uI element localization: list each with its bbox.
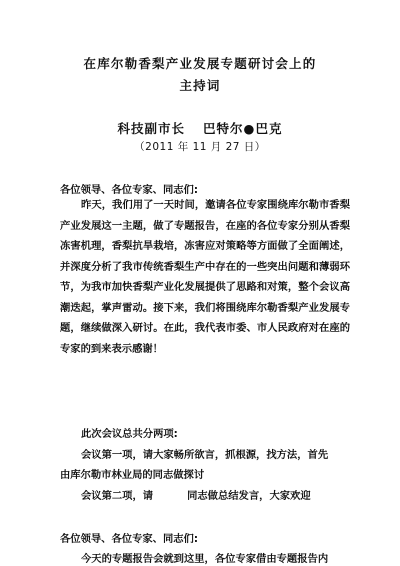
agenda-intro: 此次会议总共分两项: [81, 428, 178, 440]
document-title-line-1: 在库尔勒香梨产业发展专题研讨会上的 [83, 56, 317, 71]
speaker-byline [0, 119, 400, 137]
speaker-role: 科技副市长 [117, 121, 186, 136]
agenda-item-2-suffix: 同志做总结发言，大家欢迎 [187, 490, 311, 502]
agenda-item-2-prefix: 会议第二项，请 [81, 490, 154, 502]
salutation-first: 各位领导、各位专家、同志们: [60, 184, 198, 196]
speaker-name: 巴特尔●巴克 [203, 121, 283, 136]
closing-line: 今天的专题报告会就到这里，各位专家借由专题报告内 [81, 553, 329, 565]
agenda-item-2 [81, 487, 311, 502]
opening-paragraph: 昨天，我们用了一天时间，邀请各位专家围绕库尔勒市香梨产业发展这一主题，做了专题报告，在座的各位专家分别从香梨冻害机理，香梨抗旱栽培，冻害应对策略等方面做了全面阐述，并深度分析了我市传统香梨生产中存在的一些突出问题和薄弱环节，为我市加快香梨产业化发展提供了思路和对策，整个会议高潮迭起，掌声雷动。接下来，我们将围绕库尔勒香梨产业发展专题，继续做深入研讨。在此，我代表市委、市人民政府对在座的专家的到来表示感谢！ [60, 199, 350, 355]
agenda-item-1-line-1: 会议第一项，请大家畅所欲言，抓根源，找方法，首先 [81, 449, 329, 461]
salutation-second: 各位领导、各位专家、同志们: [60, 533, 198, 545]
document-title-line-2: 主持词 [179, 78, 221, 93]
document-date: （2011 年 11 月 27 日） [134, 141, 266, 153]
agenda-item-1-line-2: 由库尔勒市林业局的同志做探讨 [60, 469, 205, 481]
